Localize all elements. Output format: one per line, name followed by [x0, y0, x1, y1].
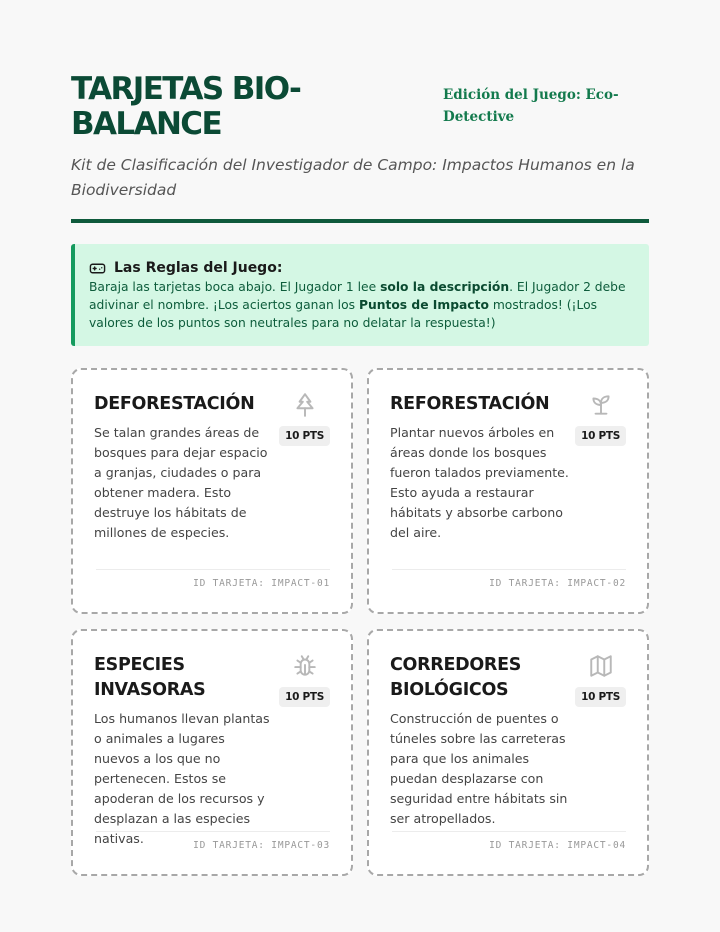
- rules-text-part: Baraja las tarjetas boca abajo. El Jugador 1 lee: [89, 280, 381, 294]
- card-id: ID TARJETA: IMPACT-02: [392, 569, 626, 589]
- impact-card: [71, 629, 353, 876]
- rules-heading: Las Reglas del Juego:: [114, 260, 283, 276]
- bug-icon: [292, 653, 318, 679]
- card-id: ID TARJETA: IMPACT-03: [96, 831, 330, 851]
- edition-label: Edición del Juego: Eco-Detective: [443, 87, 619, 125]
- impact-card: [367, 629, 649, 876]
- card-title: ESPECIES INVASORAS: [94, 655, 206, 700]
- card-description: Construcción de puentes o túneles sobre las carreteras para que los animales puedan desplazarse con seguridad entre hábitats sin ser atropellados.: [390, 711, 568, 826]
- rules-heading-row: [89, 260, 635, 277]
- gamepad-icon: [89, 260, 106, 277]
- page-title: TARJETAS BIO-BALANCE: [71, 71, 301, 142]
- tree-icon: [292, 392, 318, 418]
- points-badge: 10 PTS: [575, 426, 626, 446]
- header: [71, 0, 649, 223]
- rules-box: [71, 244, 649, 346]
- rules-emphasis: solo la descripción: [380, 280, 510, 294]
- card-title: DEFORESTACIÓN: [94, 394, 255, 414]
- rules-text: [89, 278, 635, 332]
- impact-card: [367, 368, 649, 614]
- sprout-icon: [588, 392, 614, 418]
- card-id: ID TARJETA: IMPACT-01: [96, 569, 330, 589]
- card-description: Plantar nuevos árboles en áreas donde los bosques fueron talados previamente. Esto ayuda a restaurar hábitats y absorbe carbono del aire.: [390, 425, 569, 540]
- header-divider: [71, 219, 649, 223]
- rules-text-part: mostrados! (¡Los valores de los puntos son neutrales para no delatar la respuesta!): [89, 298, 598, 330]
- points-badge: 10 PTS: [279, 426, 330, 446]
- points-badge: 10 PTS: [279, 687, 330, 707]
- map-icon: [588, 653, 614, 679]
- impact-card: [71, 368, 353, 614]
- points-badge: 10 PTS: [575, 687, 626, 707]
- card-description: Los humanos llevan plantas o animales a lugares nuevos a los que no pertenecen. Estos se apoderan de los recursos y desplazan a las especies nativas.: [94, 711, 270, 846]
- card-title: CORREDORES BIOLÓGICOS: [390, 655, 522, 700]
- card-description: Se talan grandes áreas de bosques para dejar espacio a granjas, ciudades o para obtener madera. Esto destruye los hábitats de millones de especies.: [94, 425, 268, 540]
- rules-emphasis: Puntos de Impacto: [358, 298, 489, 312]
- card-id: ID TARJETA: IMPACT-04: [392, 831, 626, 851]
- card-title: REFORESTACIÓN: [390, 394, 550, 414]
- page-subtitle: Kit de Clasificación del Investigador de Campo: Impactos Humanos en la Biodiversidad: [71, 156, 635, 199]
- rules-text-part: . El Jugador 2 debe adivinar el nombre. ¡Los aciertos ganan los: [89, 280, 626, 312]
